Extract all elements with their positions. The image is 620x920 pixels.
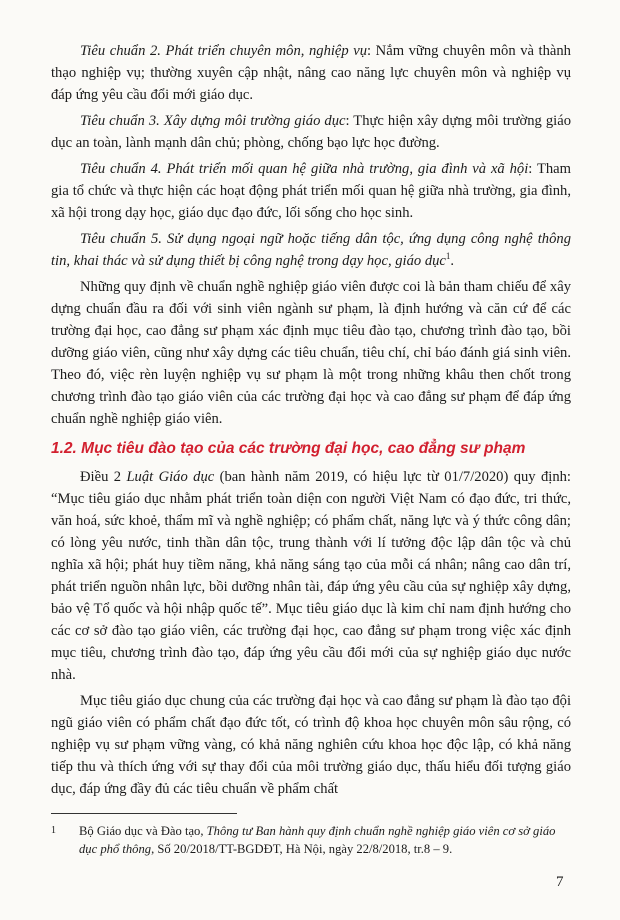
paragraph-standard-2 bbox=[51, 40, 571, 106]
paragraph-education-law bbox=[51, 466, 571, 686]
footnote-number: 1 bbox=[51, 825, 56, 836]
paragraph-standard-5 bbox=[51, 228, 571, 272]
standard-4-text: : Tham gia tổ chức và thực hiện các hoạt động phát triển mối quan hệ giữa nhà trường, gia đình, xã hội trong dạy học, giáo dục đạo đức, lối sống cho học sinh. bbox=[51, 161, 571, 221]
paragraph-standard-3 bbox=[51, 110, 571, 154]
standard-2-text: : Nắm vững chuyên môn và thành thạo nghiệp vụ; thường xuyên cập nhật, nâng cao năng lực chuyên môn và nghiệp vụ đáp ứng yêu cầu đổi mới giáo dục. bbox=[51, 43, 571, 103]
paragraph-general-goals: Mục tiêu giáo dục chung của các trường đại học và cao đẳng sư phạm là đào tạo đội ngũ giáo viên có phẩm chất đạo đức tốt, có trình độ khoa học chuyên môn sâu rộng, có nghiệp vụ sư phạm vững vàng, có khả năng nghiên cứu khoa học độc lập, có khả năng tiếp thu và thích ứng với sự thay đổi của môi trường giáo dục, thấu hiểu đối tượng giáo dục, đáp ứng đầy đủ các tiêu chuẩn về phẩm chất bbox=[51, 693, 571, 797]
footnote-details: , Số 20/2018/TT-BGDĐT, Hà Nội, ngày 22/8/2018, tr.8 – 9. bbox=[151, 842, 453, 856]
paragraph-standards-summary: Những quy định về chuẩn nghề nghiệp giáo viên được coi là bản tham chiếu để xây dựng chuẩn đầu ra đối với sinh viên ngành sư phạm, là định hướng và căn cứ để các trường đại học, cao đẳng sư phạm xác định mục tiêu đào tạo, chương trình đào tạo, bồi dưỡng giáo viên, cũng như xây dựng các tiêu chuẩn, tiêu chí, chỉ báo đánh giá sinh viên. Theo đó, việc rèn luyện nghiệp vụ sư phạm là một trong những khâu then chốt trong chương trình đào tạo giáo viên của các trường đại học và cao đẳng sư phạm để đáp ứng chuẩn nghề nghiệp giáo viên. bbox=[51, 279, 571, 427]
body-text bbox=[51, 40, 571, 804]
paragraph-standard-4 bbox=[51, 158, 571, 224]
footnote-author: Bộ Giáo dục và Đào tạo, bbox=[79, 824, 207, 838]
standard-5-text: . bbox=[450, 253, 455, 269]
footnote bbox=[51, 822, 571, 858]
law-text: (ban hành năm 2019, có hiệu lực từ 01/7/2020) quy định: “Mục tiêu giáo dục nhằm phát triển toàn diện con người Việt Nam có đạo đức, tri thức, văn hoá, sức khoẻ, thẩm mĩ và nghề nghiệp; có phẩm chất, năng lực và ý thức công dân; có lòng yêu nước, tinh thần dân tộc, trung thành với lí tưởng độc lập dân tộc và chủ nghĩa xã hội; phát huy tiềm năng, khả năng sáng tạo của mỗi cá nhân; nâng cao dân trí, phát triển nguồn nhân lực, bồi dưỡng nhân tài, đáp ứng yêu cầu của sự nghiệp xây dựng, bảo vệ Tổ quốc và hội nhập quốc tế”. Mục tiêu giáo dục là kim chỉ nam định hướng cho các cơ sở đào tạo giáo viên, các trường đại học, cao đẳng sư phạm trong việc xác định mục tiêu, chương trình đào tạo, đáp ứng yêu cầu đổi mới của sự nghiệp giáo dục nước nhà. bbox=[51, 469, 571, 683]
standard-2-title: Tiêu chuẩn 2. Phát triển chuyên môn, nghiệp vụ bbox=[80, 43, 368, 59]
standard-4-title: Tiêu chuẩn 4. Phát triển mối quan hệ giữa nhà trường, gia đình và xã hội bbox=[80, 161, 529, 177]
law-title: Luật Giáo dục bbox=[126, 469, 215, 485]
page-number: 7 bbox=[556, 874, 564, 890]
section-heading: 1.2. Mục tiêu đào tạo của các trường đại học, cao đẳng sư phạm bbox=[51, 440, 526, 457]
standard-5-title: Tiêu chuẩn 5. Sử dụng ngoại ngữ hoặc tiếng dân tộc, ứng dụng công nghệ thông tin, khai thác và sử dụng thiết bị công nghệ trong dạy học, giáo dục bbox=[51, 231, 571, 269]
footnote-ref: 1 bbox=[445, 251, 451, 262]
standard-3-title: Tiêu chuẩn 3. Xây dựng môi trường giáo dục bbox=[80, 113, 346, 129]
footnote-divider bbox=[51, 813, 237, 814]
law-intro: Điều 2 bbox=[80, 469, 127, 485]
footnote-title: Thông tư Ban hành quy định chuẩn nghề nghiệp giáo viên cơ sở giáo dục phổ thông bbox=[79, 824, 556, 856]
footnote-text bbox=[51, 822, 571, 858]
standard-3-text: : Thực hiện xây dựng môi trường giáo dục an toàn, lành mạnh dân chủ; phòng, chống bạo lực học đường. bbox=[51, 113, 571, 151]
